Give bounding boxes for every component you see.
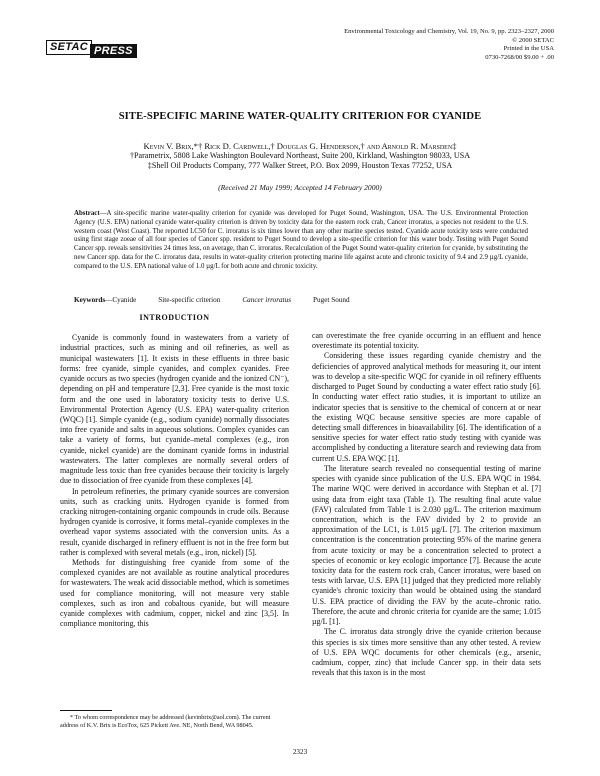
paragraph: Methods for distinguishing free cyanide from some of the complexed cyanides are not available as routine analytical procedures for wastewaters. The weak acid dissociable method, which is sometimes used for compliance monitoring, will not measure very stable complexes, such as iron and cobaltous cyanide, but will measure cyanide complexes with cadmium, copper, nickel and zinc [3,5]. In compliance monitoring, this: [60, 558, 289, 629]
footnote: * To whom correspondence may be addressed (kevinbrix@aol.com). The current address of K.V. Brix is EcoTox, 625 Pickett Ave. NE, North Bend, WA 98045.: [60, 714, 271, 730]
journal-line: Printed in the USA: [503, 45, 554, 53]
journal-line: Environmental Toxicology and Chemistry, Vol. 19, No. 9, pp. 2323–2327, 2000: [344, 28, 554, 35]
journal-line: © 2000 SETAC: [512, 36, 554, 44]
affiliation-1: †Parametrix, 5808 Lake Washington Boulevard Northeast, Suite 200, Kirkland, Washington 98033, USA: [129, 151, 471, 160]
setac-press-logo: [46, 40, 137, 55]
journal-citation: [344, 28, 554, 62]
paragraph: Considering these issues regarding cyanide chemistry and the deficiencies of approved analytical methods for measuring it, our intent was to develop a site-specific WQC for cyanide in oil refinery effluents discharged to Puget Sound by conducting a water effect ratio study [6]. In conducting water effect ratio studies, it is important to utilize an indicator species that is sensitive to the chemical of concern at or near the existing WQC because sensitive species are more capable of detecting small differences in bioavailability [6]. The identification of a sensitive species for water effect ratio study testing with cyanide was accomplished by conducting a literature search and reviewing data from current U.S. EPA WQC [1].: [312, 351, 541, 463]
paragraph: The literature search revealed no consequential testing of marine species with cyanide since publication of the U.S. EPA WQC in 1984. The marine WQC were derived in accordance with Stephan et al. [7] using data from eight taxa (Table 1). The resulting final acute value (FAV) calculated from Table 1 is 2.030 µg/L. The criterion maximum concentration, which is the FAV divided by 2 to provide an approximation of the LC1, is 1.015 µg/L [7]. The criterion maximum concentration is the concentration protecting 95% of the marine genera from acute toxicity or may be a concentration selected to protect a species of economic or key ecologic importance [7]. Because the acute toxicity data for the eastern rock crab, Cancer irroratus, were based on tests with larvae, U.S. EPA [1] judged that they predicted more reliably cyanide's chronic toxicity than would be obtained using the standard U.S. EPA practice of dividing the FAV by the acute–chronic ratio. Therefore, the acute and chronic criteria for cyanide are the same; 1.015 µg/L [1].: [312, 463, 541, 627]
footnote-rule: [60, 710, 112, 711]
keyword: Puget Sound: [313, 296, 350, 304]
right-column: [312, 331, 541, 678]
left-column: [60, 313, 289, 630]
paragraph: In petroleum refineries, the primary cyanide sources are conversion units, such as cracking units. Hydrogen cyanide is formed from cracking nitrogen-containing organic compounds in crude oils. Because hydrogen cyanide is corrosive, it forms metal–cyanide complexes in the overhead vapor systems associated with the conversion units. As a result, cyanide discharged in refinery effluent is not in the free form but rather is complexed with several metals (e.g., iron, nickel) [5].: [60, 486, 289, 557]
logo-setac: SETAC: [46, 40, 92, 55]
paper-title: SITE-SPECIFIC MARINE WATER-QUALITY CRITERION FOR CYANIDE: [118, 111, 482, 122]
journal-line: 0730-7268/00 $9.00 + .00: [485, 53, 554, 61]
author-names: Kevin V. Brix,*† Rick D. Cardwell,† Douglas G. Henderson,† and Arnold R. Marsden‡: [143, 141, 457, 151]
keyword: Site-specific criterion: [158, 296, 221, 304]
section-heading: INTRODUCTION: [139, 313, 210, 322]
paragraph: Cyanide is commonly found in wastewaters from a variety of industrial practices, such as mining and oil refineries, as well as municipal wastewaters [1]. It exists in these effluents in three basic forms: free cyanide, simple cyanides, and complex cyanides. Free cyanide occurs as two species (hydrogen cyanide and the ionized CN⁻), depending on pH and temperature [2,3]. Free cyanide is the most toxic form and the one used in laboratory toxicity tests to derive U.S. Environmental Protection Agency (U.S. EPA) water-quality criterion (WQC) [1]. Simple cyanide (e.g., sodium cyanide) normally dissociates into free cyanide and salts in aqueous solutions. Complex cyanides can take a variety of forms, but cyanide–metal complexes (e.g., iron cyanide, nickel cyanide) are the dominant cyanide forms in industrial wastewaters. The latter complexes are normally several orders of magnitude less toxic than free cyanides because their toxicity is largely due to dissociation of free cyanide from these complexes [4].: [60, 333, 289, 486]
keyword: Cancer irroratus: [242, 296, 292, 304]
paragraph: can overestimate the free cyanide occurring in an effluent and hence overestimate its potential toxicity.: [312, 331, 541, 351]
logo-press: PRESS: [90, 44, 137, 58]
received-dates: (Received 21 May 1999; Accepted 14 February 2000): [218, 183, 382, 192]
keyword: —Cyanide: [105, 296, 137, 304]
author-block: [0, 141, 600, 171]
abstract-label: Abstract: [74, 210, 100, 217]
abstract-text: —A site-specific marine water-quality criterion for cyanide was developed for Puget Sound, Washington, USA. The U.S. Environmental Protection Agency (U.S. EPA) national cyanide water-quality criterion is driven by toxicity data for the eastern rock crab, Cancer irroratus, a species not resident to the U.S. western coast (West Coast). The reported LC50 for C. irroratus is six times lower than any other marine species tested. Cyanide acute toxicity tests were conducted using first stage zoeae of all four species of Cancer spp. resident to Puget Sound to develop a site-specific criterion for this water body. Testing with Puget Sound Cancer spp. reveals sensitivities 24 times less, on average, than C. irroratus. Recalculation of the Puget Sound water-quality criterion for cyanide, by substituting the new Cancer spp. data for the C. irroratus data, results in water-quality criterion protecting marine life against acute and chronic toxicity of 9.4 and 2.9 µg/L cyanide, compared to the U.S. EPA national value of 1.0 µg/L for both acute and chronic toxicity.: [74, 210, 528, 270]
abstract: [74, 210, 528, 271]
paragraph: The C. irroratus data strongly drive the cyanide criterion because this species is six times more sensitive than any other tested. A review of U.S. EPA WQC documents for other chemicals (e.g., arsenic, cadmium, copper, zinc) that include Cancer spp. in their data sets reveals that this taxon is in the most: [312, 627, 541, 678]
keywords-label: Keywords: [74, 296, 106, 304]
affiliation-2: ‡Shell Oil Products Company, 777 Walker Street, P.O. Box 2099, Houston Texas 77252, USA: [147, 161, 453, 170]
keywords: [74, 296, 528, 304]
page-number: 2323: [292, 748, 308, 756]
